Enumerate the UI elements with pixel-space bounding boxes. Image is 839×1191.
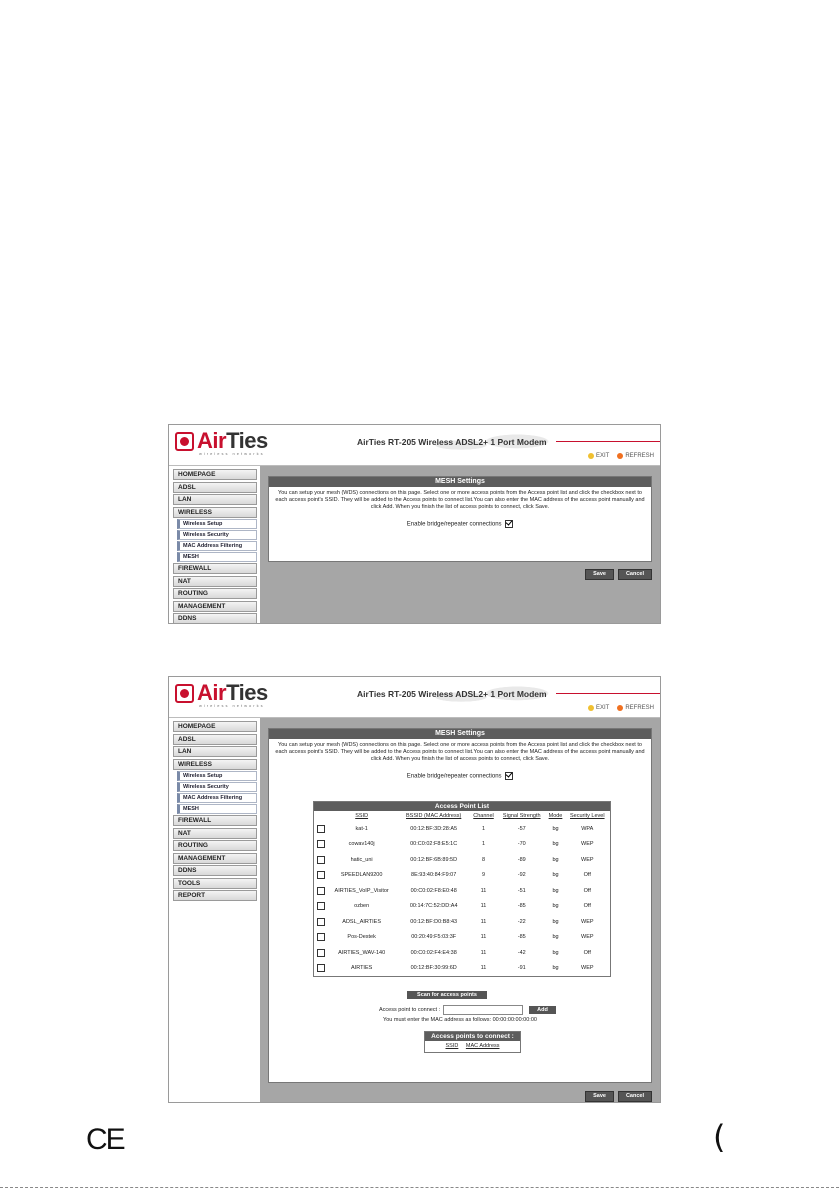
col-ssid[interactable]: SSID [355, 813, 369, 819]
ap-select-checkbox[interactable] [317, 856, 325, 864]
sidebar-item-ddns[interactable]: DDNS [173, 865, 257, 876]
sidebar-subitem-wireless-security[interactable]: Wireless Security [177, 530, 257, 540]
panel-title: MESH Settings [269, 729, 651, 739]
enable-bridge-checkbox[interactable] [505, 772, 513, 780]
logo-subtitle: wireless networks [199, 703, 265, 708]
cell-mode: bg [552, 965, 559, 972]
sidebar-nav [173, 721, 257, 903]
cell-bssid: 00:12:BF:D0:B8:43 [410, 918, 458, 925]
ap-connect-row [379, 1005, 556, 1015]
header-divider [556, 441, 660, 442]
cell-channel: 1 [481, 825, 486, 832]
access-point-list-title: Access Point List [314, 802, 610, 811]
ap-select-checkbox[interactable] [317, 887, 325, 895]
cell-signal: -70 [517, 841, 526, 848]
cell-channel: 1 [481, 841, 486, 848]
connect-col-ssid: SSID [445, 1043, 459, 1049]
cell-channel: 9 [481, 872, 486, 879]
cell-ssid: ozben [354, 903, 370, 910]
panel-title: MESH Settings [269, 477, 651, 487]
mac-format-note: You must enter the MAC address as follows: 00:00:00:00:00:00 [383, 1017, 537, 1023]
mesh-settings-screenshot-2 [168, 676, 661, 1103]
enable-bridge-label: Enable bridge/repeater connections [406, 521, 502, 528]
airties-logo-icon [175, 684, 194, 703]
cell-signal: -57 [517, 825, 526, 832]
refresh-label: REFRESH [625, 453, 654, 459]
cell-bssid: 00:C0:02:F4:E4:38 [410, 949, 457, 956]
cell-security: WEP [581, 965, 594, 972]
connect-list-title: Access points to connect : [425, 1032, 520, 1041]
cell-security: WEP [581, 934, 594, 941]
table-row [314, 868, 610, 884]
cell-ssid: AIRTIES [351, 965, 373, 972]
enable-bridge-checkbox[interactable] [505, 520, 513, 528]
add-button[interactable]: Add [529, 1006, 556, 1014]
row-checkbox-cell [314, 914, 326, 930]
row-checkbox-cell [314, 883, 326, 899]
cell-security: Off [583, 872, 591, 879]
cell-signal: -92 [517, 872, 526, 879]
row-checkbox-cell [314, 852, 326, 868]
cell-mode: bg [552, 934, 559, 941]
refresh-link[interactable] [617, 705, 654, 711]
enable-bridge-row [269, 772, 651, 780]
sidebar-item-homepage[interactable]: HOMEPAGE [173, 469, 257, 480]
page-cut-line [0, 1187, 839, 1188]
cell-security: WEP [581, 918, 594, 925]
row-checkbox-cell [314, 837, 326, 853]
cell-ssid: SPEEDLAN9200 [340, 872, 383, 879]
row-checkbox-cell [314, 868, 326, 884]
row-checkbox-cell [314, 930, 326, 946]
sidebar-item-adsl[interactable]: ADSL [173, 734, 257, 745]
sidebar-item-nat[interactable]: NAT [173, 828, 257, 839]
col-checkbox [314, 811, 326, 821]
col-security[interactable]: Security Level [570, 813, 605, 819]
sidebar-item-adsl[interactable]: ADSL [173, 482, 257, 493]
ap-select-checkbox[interactable] [317, 871, 325, 879]
cell-channel: 8 [481, 856, 486, 863]
refresh-icon [617, 705, 623, 711]
logo-ties-text: Ties [226, 680, 268, 705]
cell-mode: bg [552, 825, 559, 832]
access-point-table [314, 811, 610, 976]
alert-mark: ( [713, 1118, 726, 1156]
col-bssid[interactable]: BSSID (MAC Address) [406, 813, 462, 819]
ap-select-checkbox[interactable] [317, 902, 325, 910]
ap-connect-label: Access point to connect : [379, 1007, 441, 1013]
sidebar-item-firewall[interactable]: FIREWALL [173, 563, 257, 574]
enable-bridge-label: Enable bridge/repeater connections [406, 773, 502, 780]
modem-model-title: AirTies RT-205 Wireless ADSL2+ 1 Port Modem [357, 689, 547, 699]
sidebar-subitem-mac-filtering[interactable]: MAC Address Filtering [177, 793, 257, 803]
access-points-to-connect-list [424, 1031, 521, 1053]
exit-icon [588, 705, 594, 711]
mesh-description: You can setup your mesh (WDS) connections on this page. Select one or more access points from the Access point list and click the checkbox next to each access point's SSID. They will be added to the Access points to connect list.You can also enter the MAC address of the access point manually and click Add. When you finish the list of access points to connect, click Save. [275, 742, 645, 762]
cell-mode: bg [552, 949, 559, 956]
cell-signal: -85 [517, 934, 526, 941]
row-checkbox-cell [314, 899, 326, 915]
sidebar-item-management[interactable]: MANAGEMENT [173, 853, 257, 864]
sidebar-item-routing[interactable]: ROUTING [173, 588, 257, 599]
cancel-button[interactable]: Cancel [618, 1091, 652, 1102]
cell-channel: 11 [480, 887, 487, 894]
cell-mode: bg [552, 918, 559, 925]
logo-air-text: Air [197, 680, 227, 705]
cell-signal: -51 [517, 887, 526, 894]
cell-signal: -89 [517, 856, 526, 863]
sidebar-item-lan[interactable]: LAN [173, 494, 257, 505]
cell-signal: -91 [517, 965, 526, 972]
table-row [314, 945, 610, 961]
ap-select-checkbox[interactable] [317, 964, 325, 972]
cell-security: Off [583, 887, 591, 894]
cell-signal: -42 [517, 949, 526, 956]
cell-bssid: 8E:93:40:84:F9:07 [411, 872, 457, 879]
sidebar-item-homepage[interactable]: HOMEPAGE [173, 721, 257, 732]
cell-ssid: kat-1 [355, 825, 368, 832]
access-point-list [313, 801, 611, 977]
cell-mode: bg [552, 872, 559, 879]
cell-security: WEP [581, 841, 594, 848]
sidebar-item-nat[interactable]: NAT [173, 576, 257, 587]
ap-select-checkbox[interactable] [317, 825, 325, 833]
cell-channel: 11 [480, 965, 487, 972]
exit-link[interactable] [588, 705, 609, 711]
router-header [169, 425, 660, 466]
table-row [314, 852, 610, 868]
cell-channel: 11 [480, 918, 487, 925]
exit-icon [588, 453, 594, 459]
enable-bridge-row [269, 520, 651, 528]
ap-mac-input[interactable] [443, 1005, 523, 1015]
mesh-settings-panel [268, 476, 652, 562]
cell-mode: bg [552, 856, 559, 863]
cell-signal: -85 [517, 903, 526, 910]
cell-ssid: Pos-Destek [347, 934, 376, 941]
sidebar-item-firewall[interactable]: FIREWALL [173, 815, 257, 826]
sidebar-subitem-wireless-setup[interactable]: Wireless Setup [177, 771, 257, 781]
cell-bssid: 00:12:BF:3D:28:A5 [410, 825, 458, 832]
sidebar-item-tools[interactable]: TOOLS [173, 878, 257, 889]
cell-security: WEP [581, 856, 594, 863]
table-row [314, 961, 610, 977]
main-content [260, 466, 660, 623]
cell-mode: bg [552, 903, 559, 910]
sidebar-item-report[interactable]: REPORT [173, 890, 257, 901]
exit-link[interactable] [588, 453, 609, 459]
logo-ties-text: Ties [226, 428, 268, 453]
logo-subtitle: wireless networks [199, 451, 265, 456]
ap-select-checkbox[interactable] [317, 933, 325, 941]
cell-bssid: 00:12:BF:6B:89:5D [410, 856, 458, 863]
cell-channel: 11 [480, 949, 487, 956]
cancel-button[interactable]: Cancel [618, 569, 652, 580]
sidebar-subitem-wireless-setup[interactable]: Wireless Setup [177, 519, 257, 529]
ap-select-checkbox[interactable] [317, 840, 325, 848]
sidebar-item-wireless[interactable]: WIRELESS [173, 759, 257, 770]
refresh-link[interactable] [617, 453, 654, 459]
cell-security: WPA [581, 825, 594, 832]
save-button[interactable]: Save [585, 569, 614, 580]
cell-mode: bg [552, 887, 559, 894]
ap-select-checkbox[interactable] [317, 949, 325, 957]
sidebar-item-management[interactable]: MANAGEMENT [173, 601, 257, 612]
row-checkbox-cell [314, 961, 326, 977]
connect-col-mac: MAC Address [465, 1043, 500, 1049]
cell-security: Off [583, 903, 591, 910]
table-row [314, 930, 610, 946]
mesh-settings-screenshot-1 [168, 424, 661, 624]
table-row [314, 899, 610, 915]
sidebar-subitem-mesh[interactable]: MESH [177, 804, 257, 814]
cell-ssid: hatic_uni [350, 856, 373, 863]
cell-security: Off [583, 949, 591, 956]
refresh-label: REFRESH [625, 705, 654, 711]
cell-bssid: 00:20:49:F5:03:3F [411, 934, 457, 941]
main-content [260, 718, 660, 1102]
cell-bssid: 00:14:7C:52:DD:A4 [409, 903, 458, 910]
sidebar-item-routing[interactable]: ROUTING [173, 840, 257, 851]
cell-bssid: 00:12:BF:30:99:6D [410, 965, 457, 972]
sidebar-item-wireless[interactable]: WIRELESS [173, 507, 257, 518]
modem-model-title: AirTies RT-205 Wireless ADSL2+ 1 Port Modem [357, 437, 547, 447]
exit-label: EXIT [595, 705, 610, 711]
cell-signal: -22 [517, 918, 526, 925]
ce-mark: CE [86, 1123, 124, 1156]
cell-channel: 11 [480, 934, 487, 941]
table-row [314, 883, 610, 899]
header-divider [556, 693, 660, 694]
row-checkbox-cell [314, 945, 326, 961]
cell-ssid: AIRTIES_VoIP_Visitor [334, 887, 389, 894]
sidebar-item-ddns[interactable]: DDNS [173, 613, 257, 624]
cell-channel: 11 [480, 903, 487, 910]
col-mode[interactable]: Mode [548, 813, 563, 819]
save-button[interactable]: Save [585, 1091, 614, 1102]
table-row [314, 914, 610, 930]
col-channel[interactable]: Channel [473, 813, 494, 819]
airties-logo [175, 682, 268, 704]
col-signal[interactable]: Signal Strength [502, 813, 541, 819]
table-row [314, 821, 610, 837]
cell-ssid: ADSL_AIRTIES [342, 918, 382, 925]
cell-ssid: cowav140j [348, 841, 375, 848]
cell-ssid: AIRTIES_WAV-140 [338, 949, 386, 956]
scan-access-points-button[interactable]: Scan for access points [407, 991, 487, 999]
cell-mode: bg [552, 841, 559, 848]
mesh-description: You can setup your mesh (WDS) connections on this page. Select one or more access points from the Access point list and click the checkbox next to each access point's SSID. They will be added to the Access points to connect list.You can also enter the MAC address of the access point manually and click Add. When you finish the list of access points to connect, click Save. [275, 490, 645, 510]
sidebar-nav [173, 469, 257, 624]
cell-bssid: 00:C0:02:F8:E5:1C [410, 841, 458, 848]
router-header [169, 677, 660, 718]
row-checkbox-cell [314, 821, 326, 837]
ap-select-checkbox[interactable] [317, 918, 325, 926]
logo-air-text: Air [197, 428, 227, 453]
sidebar-subitem-mac-filtering[interactable]: MAC Address Filtering [177, 541, 257, 551]
refresh-icon [617, 453, 623, 459]
table-row [314, 837, 610, 853]
cell-bssid: 00:C0:02:F8:E0:48 [410, 887, 457, 894]
airties-logo-icon [175, 432, 194, 451]
airties-logo [175, 430, 268, 452]
sidebar-subitem-mesh[interactable]: MESH [177, 552, 257, 562]
sidebar-subitem-wireless-security[interactable]: Wireless Security [177, 782, 257, 792]
mesh-settings-panel [268, 728, 652, 1083]
exit-label: EXIT [595, 453, 610, 459]
sidebar-item-lan[interactable]: LAN [173, 746, 257, 757]
